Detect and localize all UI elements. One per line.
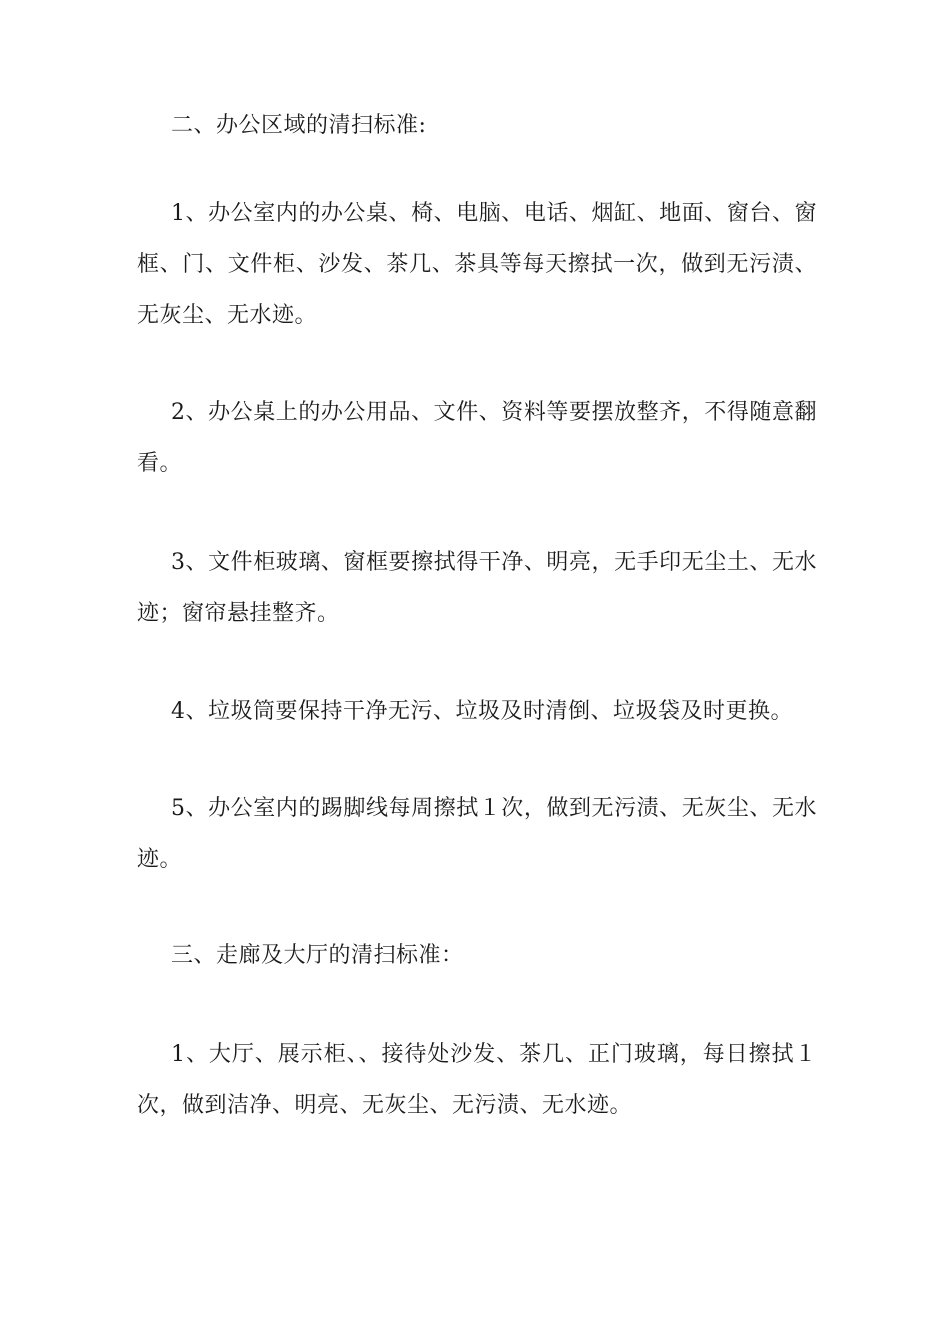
section-heading-corridor: 三、走廊及大厅的清扫标准： [171, 943, 464, 968]
office-rule-5: 5、办公室内的踢脚线每周擦拭１次，做到无污渍、无灰尘、无水迹。 [137, 796, 817, 872]
office-rule-4: 4、垃圾筒要保持干净无污、垃圾及时清倒、垃圾袋及时更换。 [171, 699, 793, 724]
office-rule-1: 1、办公室内的办公桌、椅、电脑、电话、烟缸、地面、窗台、窗框、门、文件柜、沙发、茶几、茶具等每天擦拭一次，做到无污渍、无灰尘、无水迹。 [137, 201, 817, 328]
office-rule-2: 2、办公桌上的办公用品、文件、资料等要摆放整齐，不得随意翻看。 [137, 400, 817, 476]
section-heading-office: 二、办公区域的清扫标准: [171, 113, 427, 138]
office-rule-3: 3、文件柜玻璃、窗框要擦拭得干净、明亮，无手印无尘土、无水迹；窗帘悬挂整齐。 [137, 550, 817, 626]
corridor-rule-1: 1、大厅、展示柜、、接待处沙发、茶几、正门玻璃，每日擦拭１次，做到洁净、明亮、无灰尘、无污渍、无水迹。 [137, 1042, 817, 1118]
